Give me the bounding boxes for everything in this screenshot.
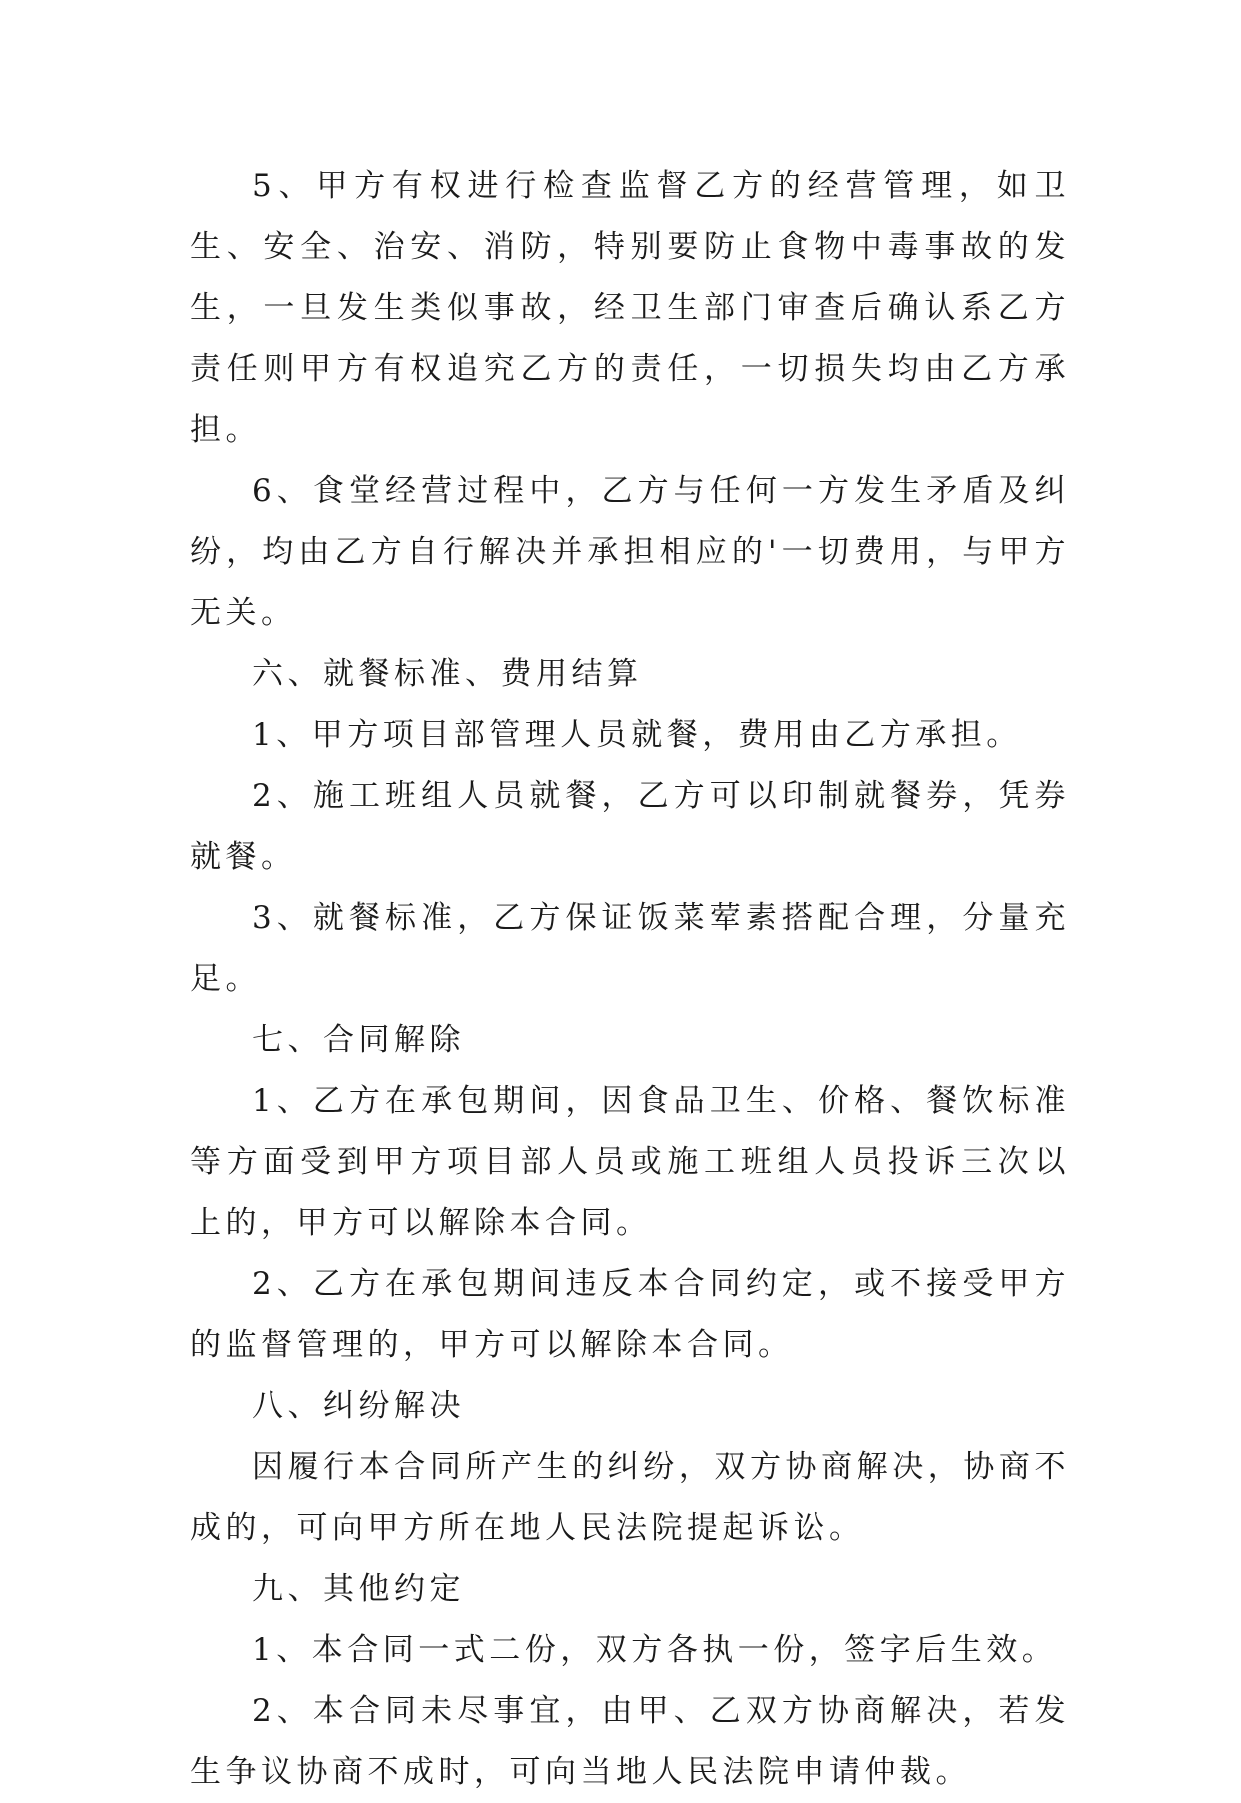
section-heading-six: 六、就餐标准、费用结算 [252, 656, 643, 692]
section-heading-seven: 七、合同解除 [252, 1022, 465, 1058]
paragraph-six-3: 3、就餐标准，乙方保证饭菜荤素搭配合理，分量充足。 [190, 900, 1070, 997]
paragraph-six-2: 2、施工班组人员就餐，乙方可以印制就餐券，凭券就餐。 [190, 778, 1070, 875]
paragraph-eight-1: 因履行本合同所产生的纠纷，双方协商解决，协商不成的，可向甲方所在地人民法院提起诉讼。 [190, 1449, 1070, 1546]
document-body [190, 156, 1070, 1803]
paragraph-clause-5: 5、甲方有权进行检查监督乙方的经营管理，如卫生、安全、治安、消防，特别要防止食物中毒事故的发生，一旦发生类似事故，经卫生部门审查后确认系乙方责任则甲方有权追究乙方的责任，一切损失均由乙方承担。 [190, 168, 1070, 448]
paragraph-seven-2: 2、乙方在承包期间违反本合同约定，或不接受甲方的监督管理的，甲方可以解除本合同。 [190, 1266, 1070, 1363]
paragraph-six-1: 1、甲方项目部管理人员就餐，费用由乙方承担。 [252, 717, 1022, 753]
section-heading-eight: 八、纠纷解决 [252, 1388, 465, 1424]
paragraph-clause-6: 6、食堂经营过程中，乙方与任何一方发生矛盾及纠纷，均由乙方自行解决并承担相应的'一切费用，与甲方无关。 [190, 473, 1070, 631]
section-heading-nine: 九、其他约定 [252, 1571, 465, 1607]
paragraph-nine-2: 2、本合同未尽事宜，由甲、乙双方协商解决，若发生争议协商不成时，可向当地人民法院申请仲裁。 [190, 1693, 1070, 1790]
paragraph-seven-1: 1、乙方在承包期间，因食品卫生、价格、餐饮标准等方面受到甲方项目部人员或施工班组人员投诉三次以上的，甲方可以解除本合同。 [190, 1083, 1070, 1241]
paragraph-nine-1: 1、本合同一式二份，双方各执一份，签字后生效。 [252, 1632, 1058, 1668]
